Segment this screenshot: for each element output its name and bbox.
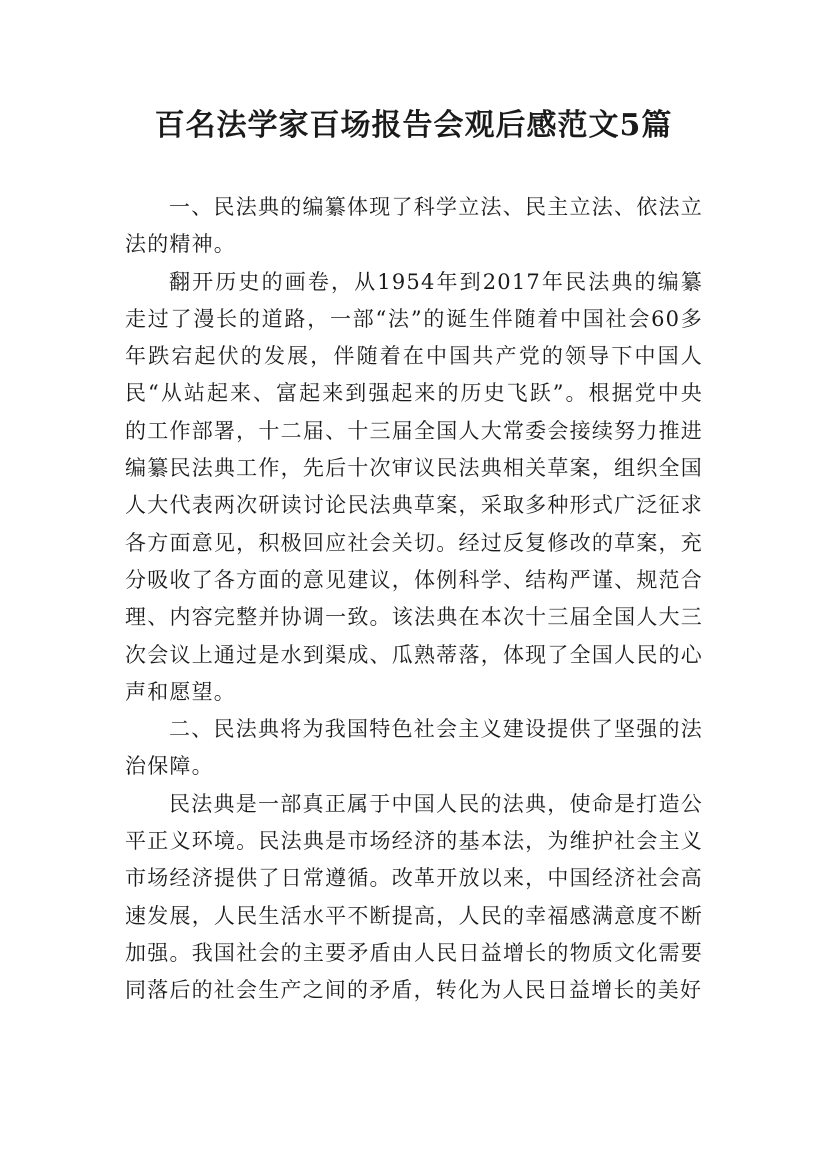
paragraph-heading-1: 一、民法典的编纂体现了科学立法、民主立法、依法立法的精神。 xyxy=(125,195,703,257)
document-body xyxy=(125,189,703,1010)
paragraph-heading-2: 二、民法典将为我国特色社会主义建设提供了坚强的法治保障。 xyxy=(125,717,703,779)
document-title: 百名法学家百场报告会观后感范文5篇 xyxy=(154,108,673,143)
paragraph-history: 翻开历史的画卷，从1954年到2017年民法典的编纂走过了漫长的道路，一部“法”的诞生伴随着中国社会60多年跌宕起伏的发展，伴随着在中国共产党的领导下中国人民“从站起来、富起来到强起来的历史飞跃”。根据党中央的工作部署，十二届、十三届全国人大常委会接续努力推进编纂民法典工作，先后十次审议民法典相关草案，组织全国人大代表两次研读讨论民法典草案，采取多种形式广泛征求各方面意见，积极回应社会关切。经过反复修改的草案，充分吸收了各方面的意见建议，体例科学、结构严谨、规范合理、内容完整并协调一致。该法典在本次十三届全国人大三次会议上通过是水到渠成、瓜熟蒂落，体现了全国人民的心声和愿望。 xyxy=(125,269,703,704)
paragraph-civil-code: 民法典是一部真正属于中国人民的法典，使命是打造公平正义环境。民法典是市场经济的基本法，为维护社会主义市场经济提供了日常遵循。改革开放以来，中国经济社会高速发展，人民生活水平不断提高，人民的幸福感满意度不断加强。我国社会的主要矛盾由人民日益增长的物质文化需要同落后的社会生产之间的矛盾，转化为人民日益增长的美好 xyxy=(125,791,703,1003)
